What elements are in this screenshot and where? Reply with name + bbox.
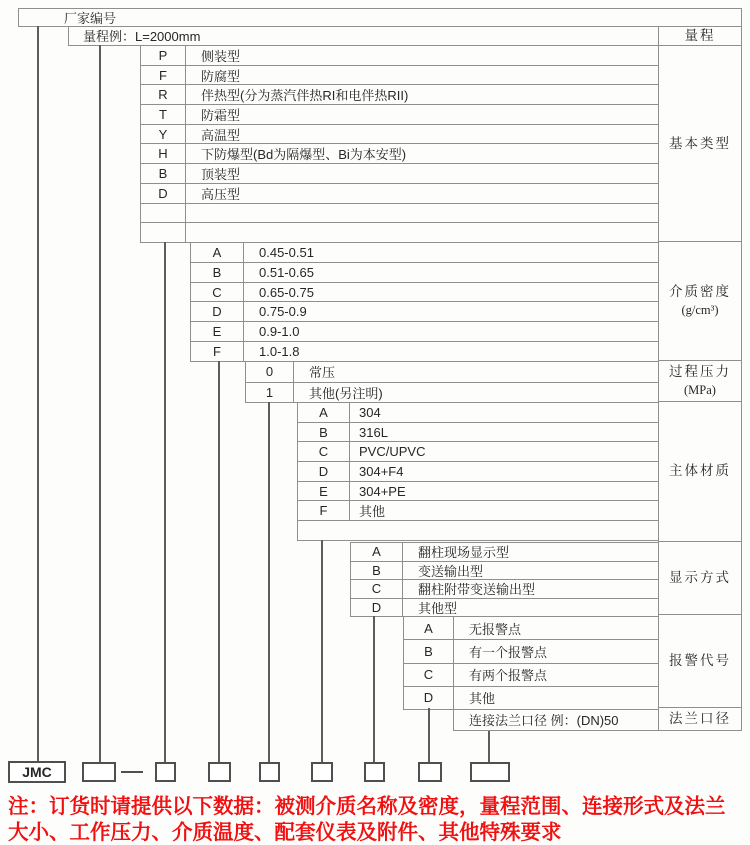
code-cell: 0 (246, 362, 294, 382)
desc-cell: 有两个报警点 (469, 668, 548, 684)
table-row (141, 105, 658, 125)
model-box-process-pressure (259, 762, 280, 782)
connector-line-pressure (268, 402, 270, 762)
desc-cell: 高压型 (201, 186, 241, 202)
table-row (141, 204, 658, 224)
code-cell: C (351, 580, 403, 598)
label-basic-type: 基本类型 (659, 46, 741, 242)
table-row (141, 46, 658, 66)
model-box-display-mode (364, 762, 385, 782)
desc-cell: 防腐型 (201, 68, 241, 84)
table-row (191, 243, 658, 263)
basic-type-table (140, 45, 658, 243)
order-note (8, 794, 750, 845)
table-row (351, 562, 658, 581)
desc-cell: 0.65-0.75 (259, 284, 314, 300)
desc-cell: 304 (359, 404, 381, 420)
code-cell: B (141, 164, 186, 183)
desc-cell: 防霜型 (201, 107, 241, 123)
code-cell: D (141, 184, 186, 203)
table-row (246, 362, 658, 383)
range-example-label: 量程例：L=2000mm (83, 29, 201, 44)
code-cell: A (351, 543, 403, 561)
code-cell: D (404, 687, 454, 709)
desc-cell: 其他 (469, 691, 496, 707)
desc-cell: 侧装型 (201, 48, 241, 64)
factory-code-row (18, 8, 742, 27)
table-row (404, 640, 658, 663)
code-cell: B (351, 562, 403, 580)
table-row (191, 263, 658, 283)
table-row (191, 283, 658, 303)
desc-cell: 0.75-0.9 (259, 304, 307, 320)
desc-cell: 翻柱附带变送输出型 (418, 582, 536, 598)
table-row (141, 66, 658, 86)
label-flange-size: 法兰口径 (669, 711, 731, 727)
table-row (298, 442, 658, 462)
desc-cell: 下防爆型(Bd为隔爆型、Bi为本安型) (201, 147, 407, 163)
table-row (141, 144, 658, 164)
desc-cell: 有一个报警点 (469, 644, 548, 660)
connector-line-factory (37, 26, 39, 762)
model-box-body-material (311, 762, 333, 782)
desc-cell: 伴热型(分为蒸汽伴热RI和电伴热RII) (201, 88, 409, 104)
category-label-column (658, 26, 742, 731)
body-material-table (297, 402, 658, 541)
factory-code-label: 厂家编号 (64, 11, 117, 26)
desc-cell: 0.51-0.65 (259, 264, 314, 280)
table-row (191, 322, 658, 342)
code-cell (141, 204, 186, 223)
code-cell: F (298, 501, 350, 520)
label-range: 量程 (659, 27, 741, 46)
alarm-code-table (403, 616, 658, 710)
desc-cell: 其他型 (418, 600, 458, 616)
code-cell: B (298, 423, 350, 442)
desc-cell: 常压 (309, 365, 336, 381)
code-cell: Y (141, 125, 186, 144)
connector-line-density (218, 361, 220, 762)
code-cell: H (141, 144, 186, 163)
model-box-basic-type (155, 762, 176, 782)
code-cell: C (191, 283, 244, 302)
model-prefix-box (8, 761, 66, 783)
table-row (298, 501, 658, 521)
table-row (351, 580, 658, 599)
table-row (404, 687, 658, 710)
desc-cell: 304+F4 (359, 463, 404, 479)
code-cell: P (141, 46, 186, 65)
label-alarm-code: 报警代号 (659, 615, 741, 708)
code-cell: T (141, 105, 186, 124)
code-cell: D (191, 302, 244, 321)
desc-cell: 其他(另注明) (309, 385, 383, 401)
connector-line-display (373, 616, 375, 762)
model-box-medium-density (208, 762, 231, 782)
desc-cell: PVC/UPVC (359, 444, 426, 460)
table-row (351, 599, 658, 618)
code-cell: F (191, 342, 244, 361)
code-cell: C (298, 442, 350, 461)
process-pressure-table (245, 361, 658, 403)
code-cell: B (404, 640, 454, 662)
desc-cell: 无报警点 (469, 621, 522, 637)
code-cell: C (404, 664, 454, 686)
order-note-line2: 大小、工作压力、介质温度、配套仪表及附件、其他特殊要求 (8, 821, 562, 844)
connector-line-range (99, 45, 101, 762)
model-box-alarm-code (418, 762, 442, 782)
model-box-flange-size (470, 762, 510, 782)
code-cell: A (298, 403, 350, 422)
code-cell: E (191, 322, 244, 341)
range-example-row (68, 26, 658, 46)
table-row (404, 664, 658, 687)
code-cell: R (141, 85, 186, 104)
desc-cell: 翻柱现场显示型 (418, 545, 510, 561)
code-cell: A (404, 617, 454, 639)
code-cell: 1 (246, 383, 294, 403)
desc-cell: 316L (359, 424, 388, 440)
connector-line-alarm (428, 708, 430, 762)
table-row (141, 184, 658, 204)
model-box-range (82, 762, 116, 782)
code-cell: E (298, 482, 350, 501)
label-body-material: 主体材质 (659, 402, 741, 542)
desc-cell: 其他 (359, 504, 386, 520)
desc-cell: 0.9-1.0 (259, 324, 300, 340)
display-mode-table (350, 542, 658, 617)
code-cell: D (298, 462, 350, 481)
table-row (298, 521, 658, 541)
table-row (191, 342, 658, 362)
connector-line-material (321, 540, 323, 762)
medium-density-table (190, 242, 658, 362)
flange-size-row (453, 709, 658, 731)
desc-cell: 顶装型 (201, 166, 241, 182)
order-note-line1: 注：订货时请提供以下数据：被测介质名称及密度，量程范围、连接形式及法兰 (8, 795, 726, 818)
code-cell (141, 223, 186, 242)
table-row (141, 164, 658, 184)
code-cell: D (351, 599, 403, 617)
label-medium-density: 介质密度 (g/cm³) (659, 242, 741, 361)
code-cell (298, 521, 350, 540)
desc-cell: 变送输出型 (418, 563, 484, 579)
table-row (141, 223, 658, 243)
table-row (298, 482, 658, 502)
desc-cell: 304+PE (359, 483, 406, 499)
table-row (298, 462, 658, 482)
table-row (191, 302, 658, 322)
table-row (298, 403, 658, 423)
table-row (246, 383, 658, 404)
connector-line-basic-type (164, 242, 166, 762)
desc-cell: 1.0-1.8 (259, 344, 300, 360)
model-dash-separator (121, 771, 143, 773)
table-row (298, 423, 658, 443)
table-row (351, 543, 658, 562)
desc-cell: 高温型 (201, 127, 241, 143)
table-row (141, 125, 658, 145)
connector-line-flange (488, 731, 490, 762)
desc-cell: 0.45-0.51 (259, 244, 314, 260)
table-row (141, 85, 658, 105)
label-display-mode: 显示方式 (659, 542, 741, 616)
model-prefix-text: JMC (22, 764, 52, 780)
code-cell: B (191, 263, 244, 282)
code-cell: F (141, 66, 186, 85)
flange-size-text: 连接法兰口径 例：(DN)50 (469, 713, 619, 728)
code-cell: A (191, 243, 244, 262)
table-row (404, 617, 658, 640)
label-process-pressure: 过程压力 (MPa) (659, 361, 741, 402)
